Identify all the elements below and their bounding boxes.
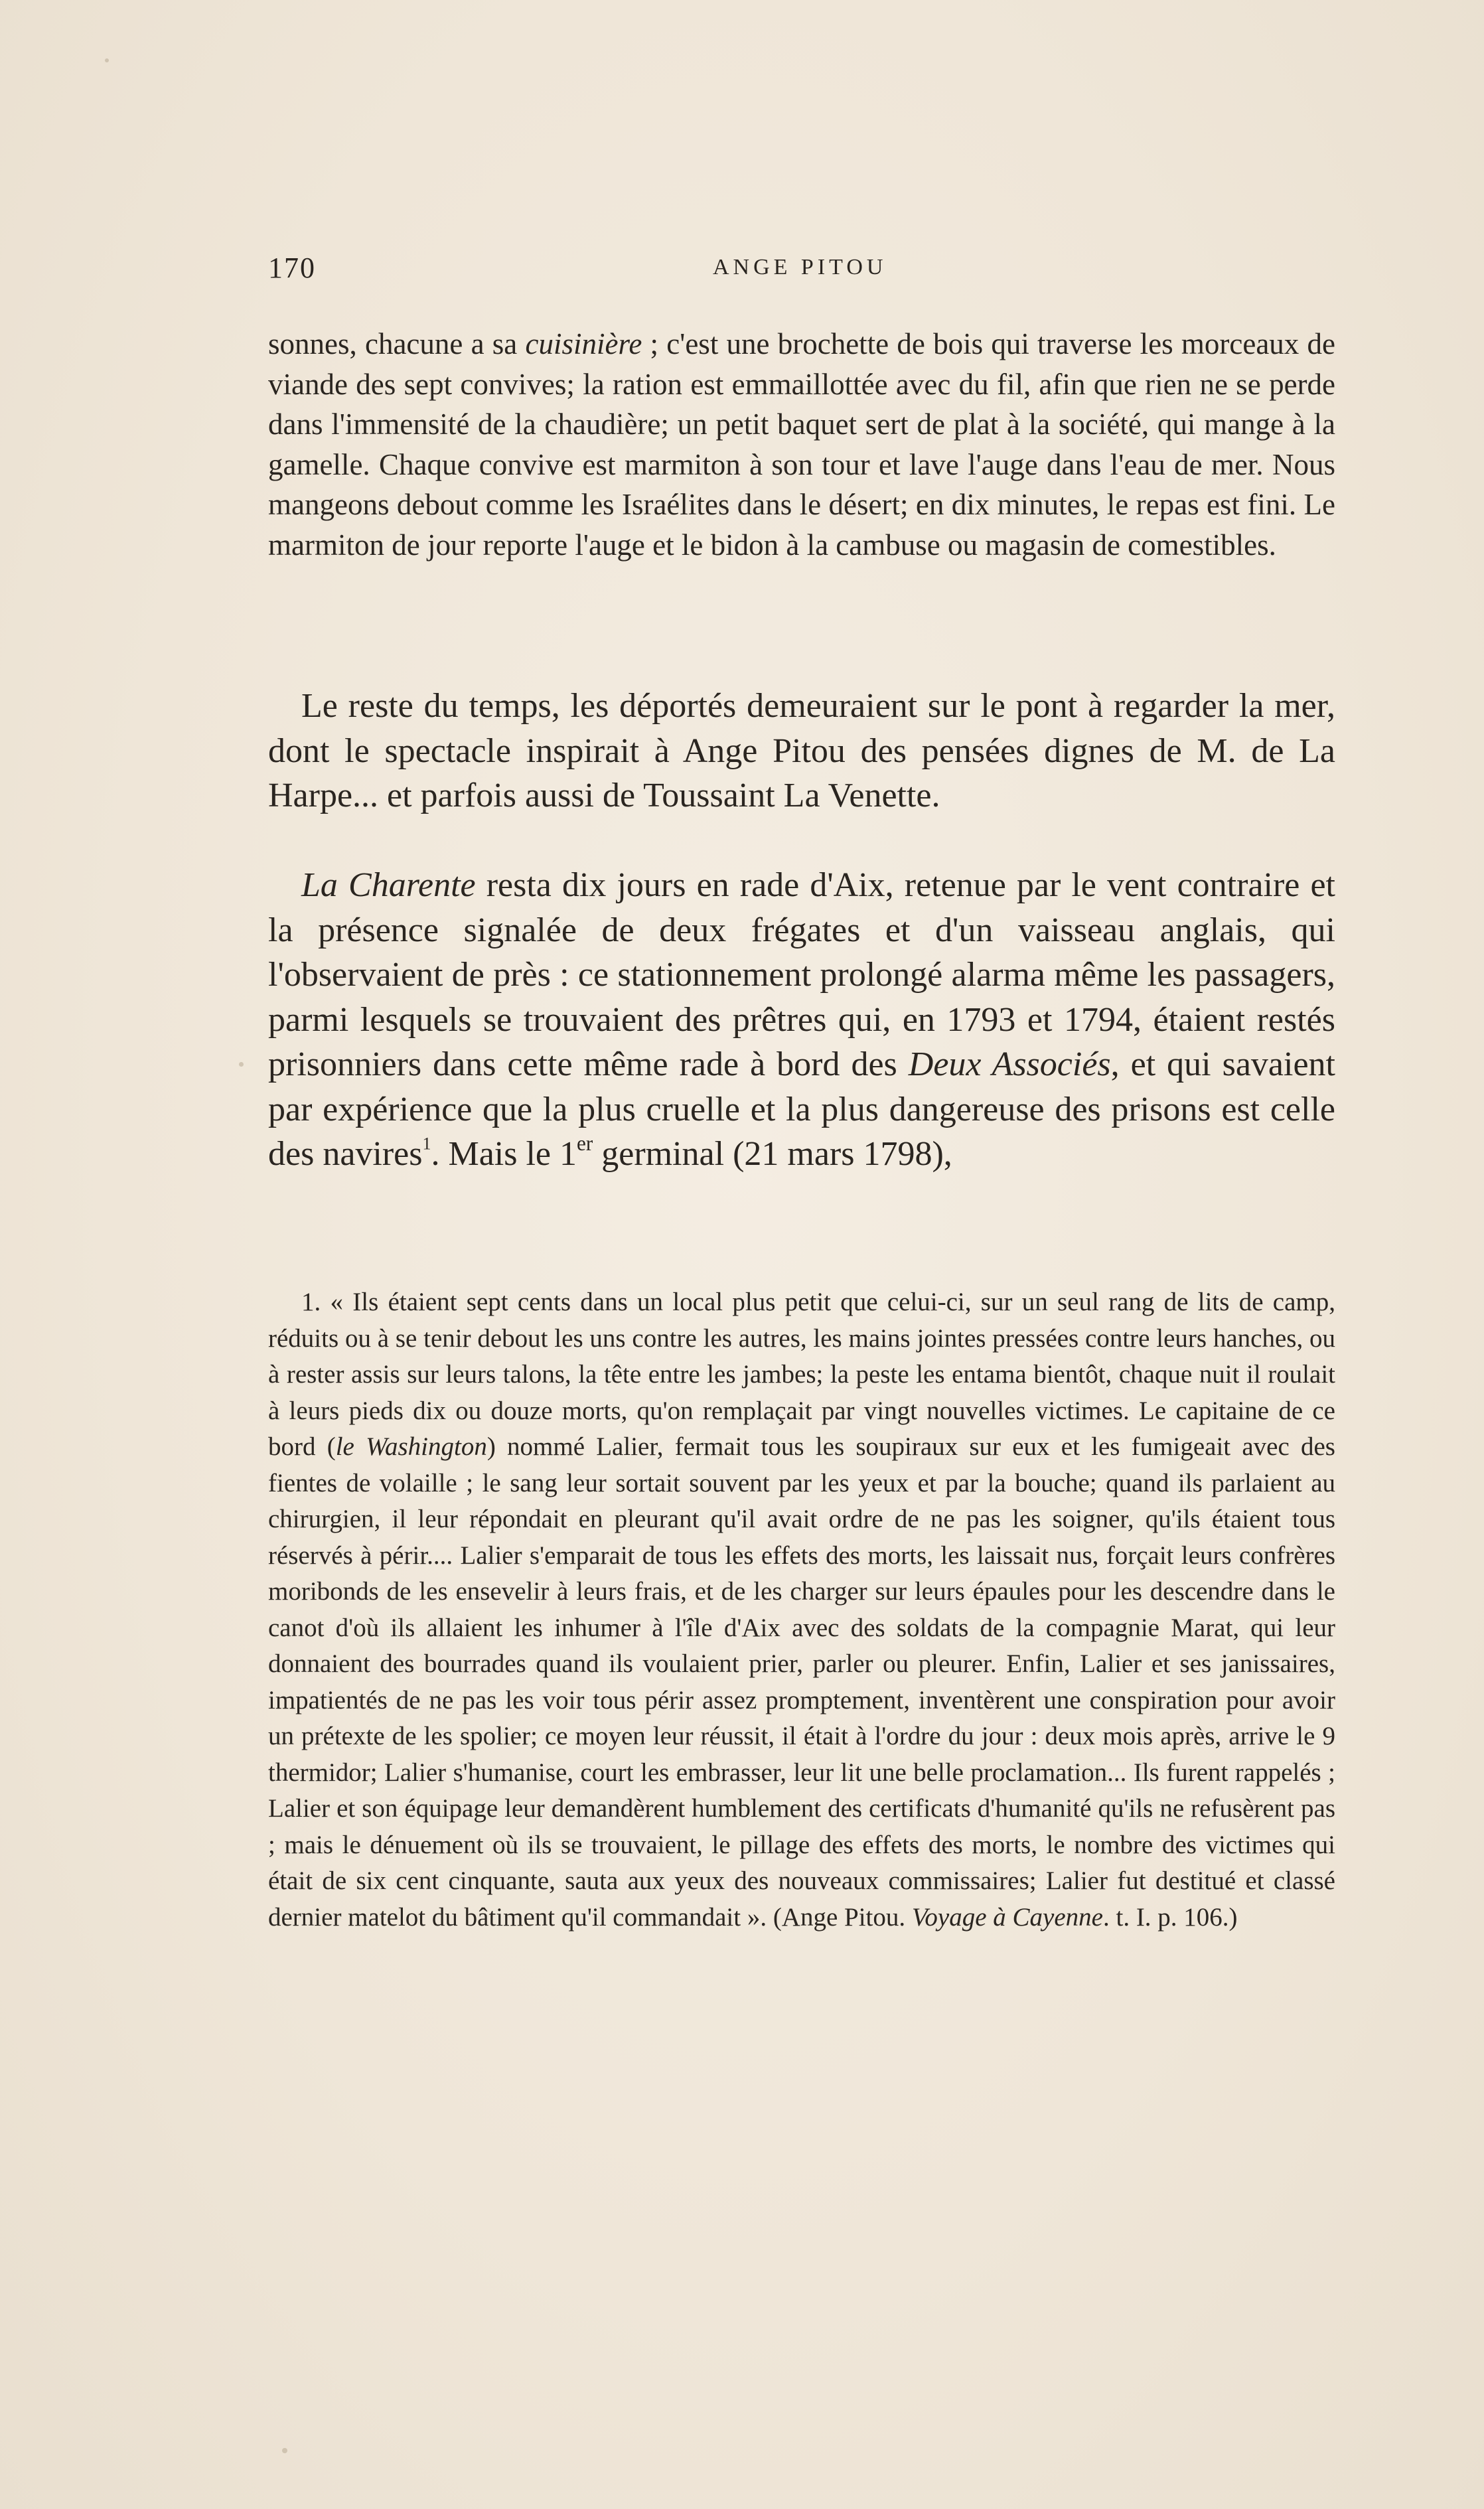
paper-speck: [105, 58, 109, 62]
footnote: [268, 1284, 1335, 1936]
paragraph-text: ; c'est une brochette de bois qui traverse les morceaux de viande des sept convives; la ration est emmaillottée avec du fil, afin que rien ne se perde dans l'immensité de la chaudière; un petit baquet sert de plat à la société, qui mange à la gamelle. Chaque convive est marmiton à son tour et lave l'auge dans l'eau de mer. Nous mangeons debout comme les Israélites dans le désert; en dix minutes, le repas est fini. Le marmiton de jour reporte l'auge et le bidon à la cambuse ou magasin de comestibles.: [268, 327, 1336, 562]
paper-speck: [282, 2448, 287, 2453]
ship-name: le Washington: [335, 1432, 487, 1461]
book-title: Voyage à Cayenne: [911, 1902, 1103, 1932]
paper-speck: [239, 1062, 244, 1067]
paragraph-text: germinal (21 mars 1798),: [593, 1135, 952, 1173]
page-header: [268, 251, 1330, 291]
paragraph-text: sonnes, chacune a sa: [268, 327, 526, 360]
footnote-text: . t. I. p. 106.): [1102, 1902, 1238, 1932]
paragraph-1: [268, 324, 1335, 565]
footnote-reference: 1: [422, 1134, 431, 1154]
paragraph-3: [268, 863, 1335, 1177]
italic-term: cuisinière: [525, 327, 642, 360]
ship-name: Deux Associés: [908, 1045, 1111, 1083]
paragraph-text: Le reste du temps, les déportés demeuraient sur le pont à regarder la mer, dont le spectacle inspirait à Ange Pitou des pensées dignes de M. de La Harpe... et parfois aussi de Toussaint La Venette.: [268, 687, 1335, 814]
paragraph-text: , et qui savaient par expérience que la plus cruelle et la plus dangereuse des prisons est celle des navires: [268, 1045, 1335, 1173]
footnote-text: ) nommé Lalier, fermait tous les soupiraux sur eux et les fumigeait avec des fientes de volaille ; le sang leur sortait souvent par les yeux et par la bouche; quand ils parlaient au chirurgien, il leur répondait en pleurant qu'il avait ordre de ne pas les soigner, qu'ils étaient tous réservés à périr.... Lalier s'emparait de tous les effets des morts, les laissait nus, forçait leurs confrères moribonds de les ensevelir à leurs frais, et de les charger sur leurs épaules pour les descendre dans le canot d'où ils allaient les inhumer à l'île d'Aix avec des soldats de la compagnie Marat, qui leur donnaient des bourrades quand ils voulaient prier, parler ou pleurer. Enfin, Lalier et ses janissaires, impatientés de ne pas les voir tous périr assez promptement, inventèrent une conspiration pour avoir un prétexte de les spolier; ce moyen leur réussit, il était à l'ordre du jour : deux mois après, arrive le 9 thermidor; Lalier s'humanise, court les embrasser, leur lit une belle proclamation... Ils furent rappelés ; Lalier et son équipage leur demandèrent humblement des certificats d'humanité qu'ils ne refusèrent pas ; mais le dénuement où ils se trouvaient, le pillage des effets des morts, le nombre des victimes qui était de six cent cinquante, sauta aux yeux des nouveaux commissaires; Lalier fut destitué et classé dernier matelot du bâtiment qu'il commandait ». (Ange Pitou.: [268, 1432, 1335, 1932]
page-number: 170: [268, 252, 316, 284]
ship-name: La Charente: [301, 866, 476, 904]
running-title: ANGE PITOU: [713, 255, 887, 279]
paragraph-text: resta dix jours en rade d'Aix, retenue par le vent contraire et la présence signalée de deux frégates et d'un vaisseau anglais, qui l'observaient de près : ce stationnement prolongé alarma même les passagers, parmi lesquels se trouvaient des prêtres qui, en 1793 et 1794, étaient restés prisonniers dans cette même rade à bord des: [268, 866, 1335, 1083]
paragraph-2: [268, 684, 1335, 818]
ordinal-suffix: er: [577, 1132, 593, 1156]
footnote-text: 1. « Ils étaient sept cents dans un local plus petit que celui-ci, sur un seul rang de lits de camp, réduits ou à se tenir debout les uns contre les autres, les mains jointes pressées contre leurs hanches, ou à rester assis sur leurs talons, la tête entre les jambes; la peste les entama bientôt, chaque nuit il roulait à leurs pieds dix ou douze morts, qu'on remplaçait par vingt nouvelles victimes. Le capitaine de ce bord (: [268, 1288, 1335, 1461]
paragraph-text: . Mais le 1: [431, 1135, 577, 1173]
